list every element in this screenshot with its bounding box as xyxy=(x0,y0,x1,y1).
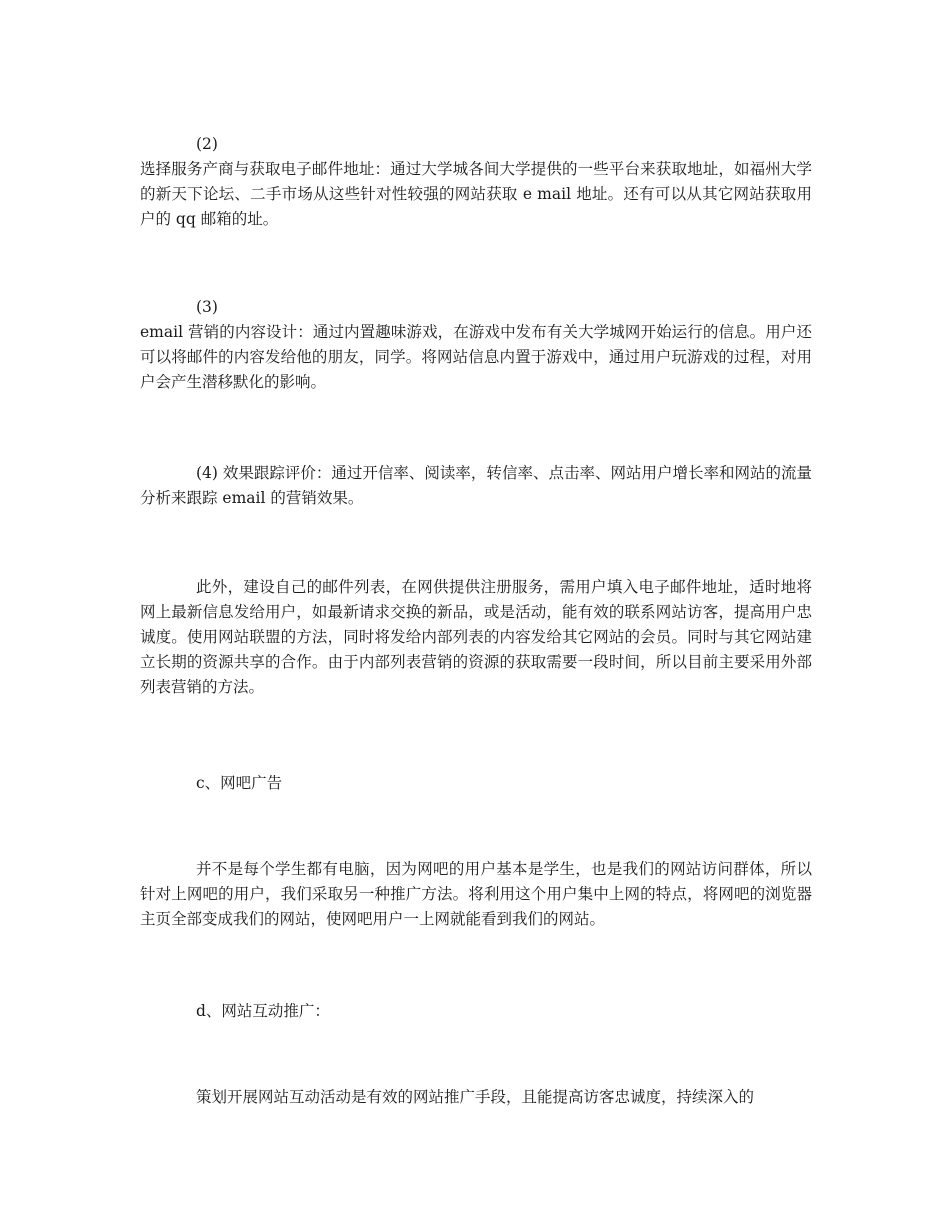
paragraph-interactive-promotion: 策划开展网站互动活动是有效的网站推广手段，且能提高访客忠诚度，持续深入的 xyxy=(196,1088,755,1106)
heading-d-interactive-promotion: d、网站互动推广： xyxy=(196,1002,330,1020)
paragraph-internet-cafe: 并不是每个学生都有电脑，因为网吧的用户基本是学生，也是我们的网站访问群体，所以针对上网吧的用户，我们采取另一种推广方法。将利用这个用户集中上网的特点，将网吧的浏览器主页全部变成我们的网站，使网吧用户一上网就能看到我们的网站。 xyxy=(140,860,812,928)
item-3-text: email 营销的内容设计：通过内置趣味游戏，在游戏中发布有关大学城网开始运行的信息。用户还可以将邮件的内容发给他的朋友，同学。将网站信息内置于游戏中，通过用户玩游戏的过程，对用户会产生潜移默化的影响。 xyxy=(140,323,812,391)
item-2-text: 选择服务产商与获取电子邮件地址：通过大学城各间大学提供的一些平台来获取地址，如福州大学的新天下论坛、二手市场从这些针对性较强的网站获取 e mail 地址。还有可以从其它网站获取用户的 qq 邮箱的址。 xyxy=(140,160,812,228)
item-4-text: (4) 效果跟踪评价：通过开信率、阅读率，转信率、点击率、网站用户增长率和网站的流量分析来跟踪 email 的营销效果。 xyxy=(140,464,812,507)
item-2-number: (2) xyxy=(196,135,218,153)
heading-c-internet-cafe-ads: c、网吧广告 xyxy=(196,774,283,792)
item-3-number: (3) xyxy=(196,298,218,316)
paragraph-mailing-list: 此外，建设自己的邮件列表，在网供提供注册服务，需用户填入电子邮件地址，适时地将网上最新信息发给用户，如最新请求交换的新品，或是活动，能有效的联系网站访客，提高用户忠诚度。使用网站联盟的方法，同时将发给内部列表的内容发给其它网站的会员。同时与其它网站建立长期的资源共享的合作。由于内部列表营销的资源的获取需要一段时间，所以目前主要采用外部列表营销的方法。 xyxy=(140,578,812,696)
